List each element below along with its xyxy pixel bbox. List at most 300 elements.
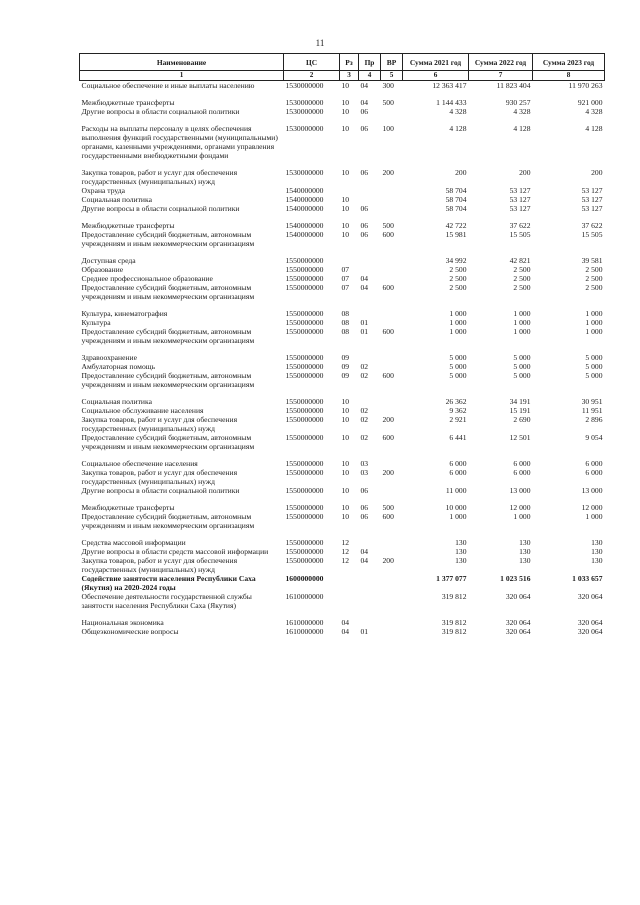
row-code: 1540000000 <box>285 221 324 230</box>
row-vr <box>381 195 403 204</box>
row-name: Культура <box>81 318 111 327</box>
row-sum-2022: 5 000 <box>513 353 531 362</box>
row-vr: 500 <box>382 221 394 230</box>
column-index: 7 <box>469 71 533 81</box>
row-sum-2023: 921 000 <box>577 98 603 107</box>
row-code: 1530000000 <box>285 98 324 107</box>
table-row <box>80 486 605 495</box>
column-index: 3 <box>340 71 359 81</box>
row-sum-2022: 34 191 <box>509 397 531 406</box>
row-rz: 09 <box>341 353 350 362</box>
row-rz: 04 <box>341 618 350 627</box>
table-spacer-row <box>80 248 605 256</box>
table-row <box>80 265 605 274</box>
row-sum-2021: 9 362 <box>449 406 467 415</box>
row-sum-2022: 1 000 <box>513 318 531 327</box>
row-code: 1550000000 <box>285 265 324 274</box>
row-code: 1550000000 <box>285 486 324 495</box>
table-row <box>80 556 605 574</box>
row-sum-2021: 15 981 <box>445 230 467 239</box>
row-name: Предоставление субсидий бюджетным, автономным учреждениям и иным некоммерческим организациям <box>81 512 255 530</box>
row-sum-2023: 130 <box>591 538 603 547</box>
row-sum-2022: 53 127 <box>509 186 531 195</box>
row-code: 1550000000 <box>285 503 324 512</box>
header-name: Наименование <box>80 54 284 71</box>
row-name: Другие вопросы в области средств массовой информации <box>81 547 269 556</box>
row-sum-2021: 1 000 <box>449 309 467 318</box>
spacer-cell <box>80 116 605 124</box>
column-index-row <box>80 71 605 81</box>
row-sum-2023: 4 328 <box>585 107 603 116</box>
row-sum-2023: 1 033 657 <box>572 574 603 583</box>
row-sum-2022: 130 <box>519 547 531 556</box>
table-body <box>80 81 605 637</box>
row-sum-2022: 2 500 <box>513 265 531 274</box>
row-vr <box>381 186 403 195</box>
row-sum-2022: 320 064 <box>505 627 531 636</box>
column-index: 1 <box>80 71 284 81</box>
row-rz: 09 <box>341 362 350 371</box>
row-sum-2023: 5 000 <box>585 371 603 380</box>
row-sum-2021: 58 704 <box>445 204 467 213</box>
row-sum-2022: 200 <box>519 168 531 177</box>
header-sum-2023: Сумма 2023 год <box>533 54 605 71</box>
row-sum-2023: 6 000 <box>585 468 603 477</box>
header-vr: ВР <box>381 54 403 71</box>
row-name: Предоставление субсидий бюджетным, автономным учреждениям и иным некоммерческим организациям <box>81 371 255 389</box>
row-rz: 07 <box>341 274 350 283</box>
row-name: Образование <box>81 265 124 274</box>
table-row <box>80 397 605 406</box>
row-sum-2021: 58 704 <box>445 186 467 195</box>
row-vr <box>381 627 403 636</box>
row-vr: 200 <box>382 556 394 565</box>
row-rz: 10 <box>341 415 350 424</box>
row-vr <box>381 547 403 556</box>
table-row <box>80 547 605 556</box>
table-row <box>80 627 605 636</box>
row-sum-2021: 5 000 <box>449 353 467 362</box>
header-sum-2021: Сумма 2021 год <box>403 54 469 71</box>
column-index: 5 <box>381 71 403 81</box>
row-vr: 600 <box>382 371 394 380</box>
row-pr: 04 <box>360 98 369 107</box>
column-index: 6 <box>403 71 469 81</box>
row-pr: 03 <box>360 468 369 477</box>
row-sum-2023: 12 000 <box>581 503 603 512</box>
row-rz: 10 <box>341 468 350 477</box>
row-name: Социальное обеспечение населения <box>81 459 198 468</box>
row-pr: 01 <box>360 327 369 336</box>
row-pr: 06 <box>360 107 369 116</box>
row-name: Социальная политика <box>81 195 152 204</box>
row-sum-2021: 6 000 <box>449 468 467 477</box>
row-sum-2023: 130 <box>591 556 603 565</box>
row-rz <box>340 574 359 592</box>
row-vr: 600 <box>382 512 394 521</box>
row-sum-2022: 320 064 <box>505 618 531 627</box>
row-name: Закупка товаров, работ и услуг для обеспечения государственных (муниципальных) нужд <box>81 556 238 574</box>
row-sum-2022: 1 023 516 <box>500 574 531 583</box>
row-vr <box>381 204 403 213</box>
row-name: Социальное обслуживание населения <box>81 406 204 415</box>
row-name: Здравоохранение <box>81 353 137 362</box>
row-sum-2022: 11 823 404 <box>496 81 531 90</box>
column-index: 2 <box>284 71 340 81</box>
row-vr: 600 <box>382 433 394 442</box>
table-row <box>80 327 605 345</box>
row-sum-2023: 320 064 <box>577 618 603 627</box>
row-rz: 10 <box>341 98 350 107</box>
spacer-cell <box>80 248 605 256</box>
row-sum-2022: 320 064 <box>505 592 531 601</box>
row-name: Предоставление субсидий бюджетным, автономным учреждениям и иным некоммерческим организациям <box>81 327 255 345</box>
row-sum-2022: 930 257 <box>505 98 531 107</box>
row-sum-2021: 319 812 <box>441 592 467 601</box>
row-name: Общеэкономические вопросы <box>81 627 179 636</box>
row-vr: 300 <box>382 81 394 90</box>
row-sum-2021: 1 000 <box>449 327 467 336</box>
row-pr <box>359 574 381 592</box>
table-row <box>80 168 605 186</box>
row-name: Среднее профессиональное образование <box>81 274 213 283</box>
row-sum-2021: 1 000 <box>449 318 467 327</box>
table-row <box>80 221 605 230</box>
table-spacer-row <box>80 610 605 618</box>
row-sum-2021: 1 144 433 <box>436 98 467 107</box>
row-code: 1550000000 <box>285 309 324 318</box>
row-rz: 08 <box>341 318 350 327</box>
row-name: Межбюджетные трансферты <box>81 503 175 512</box>
table-spacer-row <box>80 116 605 124</box>
row-vr <box>381 618 403 627</box>
row-sum-2021: 4 128 <box>449 124 467 133</box>
row-vr <box>381 486 403 495</box>
row-vr: 200 <box>382 168 394 177</box>
header-pr: Пр <box>359 54 381 71</box>
row-sum-2023: 11 951 <box>581 406 603 415</box>
row-name: Культура, кинематография <box>81 309 168 318</box>
row-sum-2023: 5 000 <box>585 362 603 371</box>
row-pr: 06 <box>360 124 369 133</box>
row-vr <box>381 274 403 283</box>
row-name: Закупка товаров, работ и услуг для обеспечения государственных (муниципальных) нужд <box>81 415 238 433</box>
row-rz: 08 <box>341 327 350 336</box>
row-pr: 06 <box>360 512 369 521</box>
header-sum-2022: Сумма 2022 год <box>469 54 533 71</box>
table-spacer-row <box>80 389 605 397</box>
row-code: 1550000000 <box>285 371 324 380</box>
row-sum-2021: 1 377 077 <box>436 574 467 583</box>
row-pr: 06 <box>360 503 369 512</box>
row-sum-2021: 2 500 <box>449 274 467 283</box>
row-name: Другие вопросы в области социальной политики <box>81 107 240 116</box>
row-sum-2023: 2 500 <box>585 274 603 283</box>
row-code: 1550000000 <box>285 397 324 406</box>
row-name: Амбулаторная помощь <box>81 362 156 371</box>
row-sum-2021: 2 500 <box>449 265 467 274</box>
row-rz: 12 <box>341 538 350 547</box>
row-name: Межбюджетные трансферты <box>81 221 175 230</box>
header-code: ЦС <box>284 54 340 71</box>
row-sum-2021: 6 000 <box>449 459 467 468</box>
row-name: Предоставление субсидий бюджетным, автономным учреждениям и иным некоммерческим организациям <box>81 283 255 301</box>
row-name: Предоставление субсидий бюджетным, автономным учреждениям и иным некоммерческим организациям <box>81 230 255 248</box>
table-row <box>80 256 605 265</box>
row-pr: 02 <box>360 415 369 424</box>
table-row <box>80 283 605 301</box>
table-row <box>80 406 605 415</box>
row-sum-2021: 26 362 <box>445 397 467 406</box>
row-rz: 10 <box>341 204 350 213</box>
row-code: 1550000000 <box>285 406 324 415</box>
spacer-cell <box>80 345 605 353</box>
table-spacer-row <box>80 301 605 309</box>
row-rz: 10 <box>341 503 350 512</box>
table-row <box>80 230 605 248</box>
row-sum-2023: 2 500 <box>585 265 603 274</box>
row-code: 1530000000 <box>285 124 324 133</box>
spacer-cell <box>80 160 605 168</box>
spacer-cell <box>80 451 605 459</box>
row-rz: 08 <box>341 309 350 318</box>
row-name: Другие вопросы в области социальной политики <box>81 204 240 213</box>
table-spacer-row <box>80 495 605 503</box>
row-rz: 10 <box>341 486 350 495</box>
row-sum-2021: 5 000 <box>449 371 467 380</box>
row-rz: 10 <box>341 230 350 239</box>
table-row <box>80 415 605 433</box>
row-sum-2023: 9 054 <box>585 433 603 442</box>
row-sum-2021: 5 000 <box>449 362 467 371</box>
row-sum-2023: 15 505 <box>581 230 603 239</box>
row-code: 1550000000 <box>285 256 324 265</box>
row-code: 1550000000 <box>285 459 324 468</box>
row-sum-2021: 34 992 <box>445 256 467 265</box>
row-name: Межбюджетные трансферты <box>81 98 175 107</box>
page-number: 11 <box>315 38 325 48</box>
row-vr: 500 <box>382 98 394 107</box>
table-row <box>80 503 605 512</box>
row-sum-2023: 11 970 263 <box>568 81 603 90</box>
spacer-cell <box>80 530 605 538</box>
row-vr: 200 <box>382 415 394 424</box>
row-code: 1530000000 <box>285 81 324 90</box>
table-spacer-row <box>80 90 605 98</box>
row-sum-2021: 200 <box>455 168 467 177</box>
row-rz: 10 <box>341 406 350 415</box>
row-sum-2021: 58 704 <box>445 195 467 204</box>
column-index: 8 <box>533 71 605 81</box>
row-sum-2022: 6 000 <box>513 459 531 468</box>
row-pr: 01 <box>360 318 369 327</box>
row-pr: 06 <box>360 230 369 239</box>
row-vr: 600 <box>382 230 394 239</box>
row-code: 1550000000 <box>285 468 324 477</box>
row-pr <box>359 195 381 204</box>
row-sum-2023: 2 896 <box>585 415 603 424</box>
spacer-cell <box>80 213 605 221</box>
row-rz: 10 <box>341 221 350 230</box>
row-rz <box>340 256 359 265</box>
row-rz: 10 <box>341 433 350 442</box>
table-row <box>80 468 605 486</box>
row-vr <box>381 592 403 610</box>
row-sum-2022: 130 <box>519 538 531 547</box>
row-vr <box>381 406 403 415</box>
table-row <box>80 618 605 627</box>
row-sum-2023: 53 127 <box>581 186 603 195</box>
row-sum-2022: 6 000 <box>513 468 531 477</box>
row-rz: 07 <box>341 283 350 292</box>
row-rz: 07 <box>341 265 350 274</box>
row-sum-2022: 13 000 <box>509 486 531 495</box>
spacer-cell <box>80 495 605 503</box>
table-row <box>80 124 605 160</box>
row-rz: 10 <box>341 397 350 406</box>
row-sum-2022: 15 505 <box>509 230 531 239</box>
row-vr <box>381 353 403 362</box>
table-row <box>80 195 605 204</box>
table-row <box>80 204 605 213</box>
row-code: 1530000000 <box>285 168 324 177</box>
row-vr <box>381 459 403 468</box>
row-pr: 06 <box>360 204 369 213</box>
row-sum-2023: 37 622 <box>581 221 603 230</box>
row-sum-2023: 4 128 <box>585 124 603 133</box>
row-sum-2022: 4 128 <box>513 124 531 133</box>
row-name: Социальное обеспечение и иные выплаты населению <box>81 81 255 90</box>
row-pr: 06 <box>360 486 369 495</box>
row-sum-2022: 37 622 <box>509 221 531 230</box>
row-code: 1610000000 <box>285 627 324 636</box>
row-name: Средства массовой информации <box>81 538 186 547</box>
row-pr: 04 <box>360 283 369 292</box>
row-rz: 10 <box>341 195 350 204</box>
row-code: 1540000000 <box>285 230 324 239</box>
row-pr <box>359 265 381 274</box>
row-pr <box>359 618 381 627</box>
table-spacer-row <box>80 345 605 353</box>
row-code: 1610000000 <box>285 618 324 627</box>
row-sum-2021: 4 328 <box>449 107 467 116</box>
row-sum-2022: 15 191 <box>509 406 531 415</box>
row-code: 1550000000 <box>285 433 324 442</box>
row-code: 1600000000 <box>285 574 324 583</box>
spacer-cell <box>80 301 605 309</box>
table-header <box>80 54 605 81</box>
row-sum-2023: 320 064 <box>577 592 603 601</box>
spacer-cell <box>80 610 605 618</box>
row-name: Закупка товаров, работ и услуг для обеспечения государственных (муниципальных) нужд <box>81 468 238 486</box>
row-sum-2023: 6 000 <box>585 459 603 468</box>
row-sum-2022: 1 000 <box>513 512 531 521</box>
budget-table <box>79 53 605 636</box>
table-row <box>80 318 605 327</box>
table-row <box>80 538 605 547</box>
row-vr: 600 <box>382 283 394 292</box>
row-sum-2023: 1 000 <box>585 512 603 521</box>
row-code: 1550000000 <box>285 318 324 327</box>
row-sum-2023: 320 064 <box>577 627 603 636</box>
row-name: Обеспечение деятельности государственной службы занятости населения Республики Саха (Якутия) <box>81 592 252 610</box>
row-vr: 500 <box>382 503 394 512</box>
row-name: Социальная политика <box>81 397 152 406</box>
row-sum-2022: 12 000 <box>509 503 531 512</box>
row-sum-2023: 5 000 <box>585 353 603 362</box>
row-sum-2022: 130 <box>519 556 531 565</box>
row-name: Содействие занятости населения Республики Саха (Якутия) на 2020-2024 годы <box>81 574 256 592</box>
spacer-cell <box>80 389 605 397</box>
row-sum-2023: 53 127 <box>581 204 603 213</box>
row-sum-2021: 319 812 <box>441 618 467 627</box>
table-row <box>80 98 605 107</box>
row-pr: 04 <box>360 556 369 565</box>
row-code: 1550000000 <box>285 362 324 371</box>
row-name: Другие вопросы в области социальной политики <box>81 486 240 495</box>
row-code: 1530000000 <box>285 107 324 116</box>
row-vr <box>381 362 403 371</box>
row-sum-2022: 53 127 <box>509 204 531 213</box>
row-sum-2022: 12 501 <box>509 433 531 442</box>
row-rz <box>340 186 359 195</box>
row-pr <box>359 397 381 406</box>
row-sum-2023: 2 500 <box>585 283 603 292</box>
row-pr: 01 <box>360 627 369 636</box>
row-sum-2023: 30 951 <box>581 397 603 406</box>
row-vr: 600 <box>382 327 394 336</box>
row-name: Расходы на выплаты персоналу в целях обеспечения выполнения функций государственными (муниципальными) органами, казенными учреждениями, органами управления государственными внебюджетными фондами <box>81 124 278 160</box>
row-pr <box>359 309 381 318</box>
header-rz: Рз <box>340 54 359 71</box>
row-pr: 02 <box>360 371 369 380</box>
row-code: 1540000000 <box>285 204 324 213</box>
table-row <box>80 107 605 116</box>
row-rz: 10 <box>341 124 350 133</box>
table-row <box>80 574 605 592</box>
row-sum-2021: 10 000 <box>445 503 467 512</box>
row-code: 1550000000 <box>285 512 324 521</box>
row-sum-2023: 53 127 <box>581 195 603 204</box>
row-rz: 10 <box>341 168 350 177</box>
row-pr: 02 <box>360 362 369 371</box>
row-sum-2022: 2 500 <box>513 283 531 292</box>
row-sum-2023: 130 <box>591 547 603 556</box>
row-rz: 10 <box>341 459 350 468</box>
row-pr <box>359 592 381 610</box>
table-row <box>80 512 605 530</box>
row-vr <box>381 574 403 592</box>
row-vr <box>381 256 403 265</box>
table-row <box>80 353 605 362</box>
table-spacer-row <box>80 213 605 221</box>
row-name: Закупка товаров, работ и услуг для обеспечения государственных (муниципальных) нужд <box>81 168 238 186</box>
row-pr <box>359 353 381 362</box>
row-rz <box>340 592 359 610</box>
row-sum-2023: 39 581 <box>581 256 603 265</box>
row-pr <box>359 538 381 547</box>
row-sum-2021: 11 000 <box>445 486 467 495</box>
row-code: 1540000000 <box>285 195 324 204</box>
row-name: Национальная экономика <box>81 618 164 627</box>
row-code: 1550000000 <box>285 283 324 292</box>
row-code: 1550000000 <box>285 556 324 565</box>
row-pr: 03 <box>360 459 369 468</box>
table-row <box>80 362 605 371</box>
row-sum-2022: 53 127 <box>509 195 531 204</box>
row-sum-2021: 319 812 <box>441 627 467 636</box>
row-pr: 02 <box>360 406 369 415</box>
